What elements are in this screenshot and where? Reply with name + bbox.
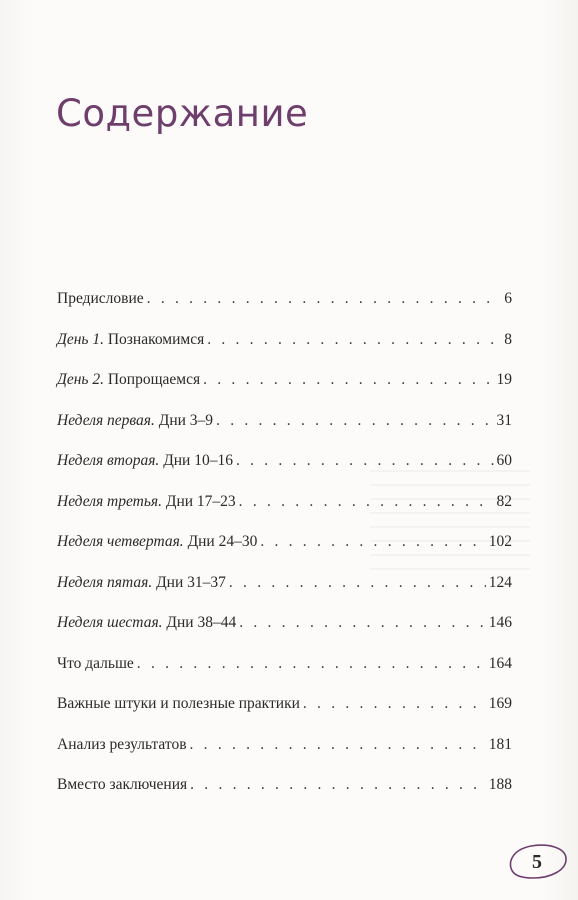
toc-entry-text: Дни 31–37 (152, 573, 226, 591)
toc-leader-dots (207, 325, 501, 355)
toc-entry-italic-prefix: Неделя четвертая. (57, 533, 184, 550)
toc-page-number: 82 (496, 492, 512, 510)
toc-entry-title (57, 284, 144, 314)
toc-entry-text: Анализ результатов (57, 735, 187, 753)
toc-entry (57, 325, 512, 366)
toc-entry (57, 770, 512, 811)
toc-entry (57, 284, 512, 325)
toc-entry-title (57, 527, 257, 557)
toc-entry (57, 406, 512, 447)
toc-leader-dots (229, 568, 486, 598)
toc-entry-text: Вместо заключения (57, 776, 188, 793)
toc-entry (57, 487, 512, 528)
table-of-contents (57, 284, 512, 811)
toc-leader-dots (236, 446, 494, 476)
toc-leader-dots (190, 730, 486, 760)
toc-page-number: 124 (488, 573, 512, 591)
toc-entry-italic-prefix: Неделя вторая. (57, 452, 160, 469)
toc-page-number: 146 (488, 614, 512, 631)
toc-leader-dots (147, 284, 502, 314)
toc-page-number: 31 (496, 411, 512, 429)
toc-entry-title (57, 487, 236, 517)
toc-entry-text: Познакомимся (103, 330, 205, 348)
toc-entry (57, 365, 512, 406)
toc-page-number: 19 (496, 371, 512, 388)
toc-entry-text: Дни 3–9 (154, 411, 214, 429)
toc-leader-dots (190, 770, 486, 800)
toc-entry-text: Важные штуки и полезные практики (57, 695, 300, 712)
toc-entry-text: Что дальше (57, 654, 134, 672)
page-number-badge (505, 842, 569, 882)
toc-entry-title (57, 568, 226, 598)
toc-page-number: 60 (496, 452, 512, 469)
toc-entry-title (57, 608, 236, 638)
page-title: Содержание (56, 92, 309, 135)
toc-entry-italic-prefix: Неделя шестая. (57, 614, 163, 631)
toc-entry-title (57, 446, 233, 476)
toc-entry-title (57, 770, 187, 800)
toc-entry-italic-prefix: Неделя первая. (57, 411, 155, 429)
toc-entry-text: Дни 17–23 (162, 492, 236, 510)
toc-leader-dots (216, 406, 493, 436)
toc-entry-title (57, 365, 200, 395)
toc-entry-title (57, 325, 204, 355)
toc-leader-dots (303, 689, 486, 719)
page-number: 5 (532, 851, 542, 873)
toc-entry-text: Дни 10–16 (159, 452, 233, 469)
toc-entry-italic-prefix: Неделя пятая. (57, 573, 153, 591)
toc-entry (57, 649, 512, 690)
toc-page-number: 188 (488, 776, 512, 793)
toc-entry-text: Попрощаемся (103, 371, 201, 388)
toc-page-number: 8 (504, 330, 512, 348)
toc-entry (57, 446, 512, 487)
toc-leader-dots (260, 527, 485, 557)
toc-entry-text: Предисловие (57, 290, 144, 307)
toc-entry (57, 730, 512, 771)
toc-entry-title (57, 730, 187, 760)
toc-entry-italic-prefix: День 2. (57, 371, 104, 388)
toc-entry (57, 568, 512, 609)
toc-entry-italic-prefix: Неделя третья. (57, 492, 162, 510)
toc-leader-dots (137, 649, 486, 679)
toc-entry-title (57, 649, 134, 679)
toc-entry-text: Дни 24–30 (183, 533, 258, 550)
toc-entry (57, 689, 512, 730)
toc-page-number: 181 (488, 735, 512, 753)
toc-leader-dots (203, 365, 493, 395)
toc-entry (57, 527, 512, 568)
toc-entry (57, 608, 512, 649)
toc-page-number: 6 (504, 290, 512, 307)
toc-page-number: 164 (488, 654, 512, 672)
toc-page-number: 102 (488, 533, 512, 550)
toc-entry-title (57, 689, 300, 719)
toc-entry-text: Дни 38–44 (162, 614, 237, 631)
toc-entry-italic-prefix: День 1. (57, 330, 104, 348)
toc-leader-dots (239, 487, 494, 517)
toc-entry-title (57, 406, 213, 436)
toc-leader-dots (239, 608, 486, 638)
toc-page-number: 169 (488, 695, 512, 712)
